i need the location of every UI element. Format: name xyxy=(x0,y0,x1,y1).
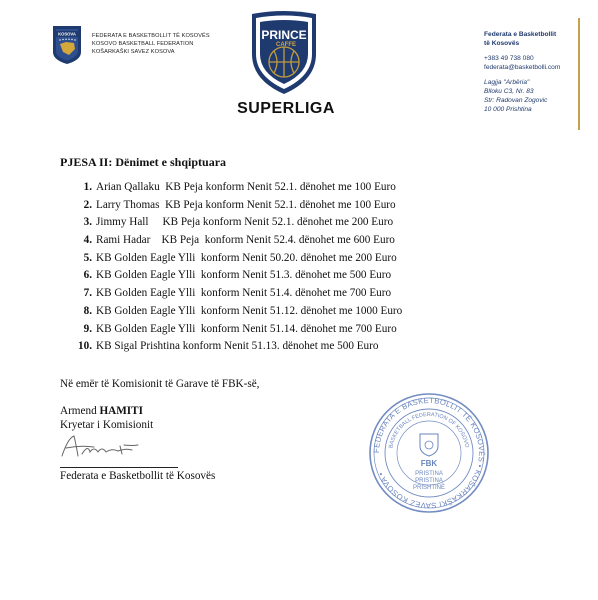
contact-phone: +383 49 738 080 xyxy=(484,55,534,62)
penalty-text: KB Sigal Prishtina konform Nenit 51.13. dënohet me 500 Euro xyxy=(96,340,379,353)
penalty-text: Arian Qallaku KB Peja konform Nenit 52.1. dënohet me 100 Euro xyxy=(96,181,396,193)
contact-address-3: Str: Radovan Zogovic xyxy=(484,97,548,104)
penalty-text: Larry Thomas KB Peja konform Nenit 52.1. dënohet me 100 Euro xyxy=(96,198,396,211)
section-title: PJESA II: Dënimet e shqiptuara xyxy=(60,155,227,169)
penalty-text: Rami Hadar KB Peja konform Nenit 52.4. dënohet me 600 Euro xyxy=(96,234,395,247)
header-divider xyxy=(578,18,580,130)
penalty-item xyxy=(68,214,402,232)
penalty-number: 8. xyxy=(83,304,92,317)
penalty-item xyxy=(68,250,402,268)
penalty-text: KB Golden Eagle Ylli konform Nenit 50.20. dënohet me 200 Euro xyxy=(96,251,397,264)
penalty-number: 3. xyxy=(83,216,92,229)
stamp-abbr: FBK xyxy=(420,459,438,468)
penalty-number: 5. xyxy=(83,251,92,264)
signature-line xyxy=(60,467,178,468)
penalty-text: Jimmy Hall KB Peja konform Nenit 52.1. dënohet me 200 Euro xyxy=(96,216,394,229)
federation-name-sr: KOŠARKAŠKI SAVEZ KOSOVA xyxy=(92,49,175,55)
penalty-number: 1. xyxy=(83,181,92,193)
contact-block xyxy=(484,30,560,114)
penalty-number: 2. xyxy=(83,198,92,211)
penalty-text: KB Golden Eagle Ylli konform Nenit 51.3. dënohet me 500 Euro xyxy=(96,269,392,282)
official-stamp xyxy=(368,392,490,514)
handwritten-signature xyxy=(60,432,180,460)
penalty-item xyxy=(68,197,402,215)
federation-name-footer: Federata e Basketbollit të Kosovës xyxy=(60,470,216,482)
league-name: SUPERLIGA xyxy=(237,100,335,117)
contact-org-line2: të Kosovës xyxy=(484,40,520,47)
signer-block xyxy=(60,404,153,432)
penalty-text: KB Golden Eagle Ylli konform Nenit 51.4. dënohet me 700 Euro xyxy=(96,287,392,300)
signer-title: Kryetar i Komisionit xyxy=(60,419,154,431)
contact-address-4: 10 000 Prishtina xyxy=(484,106,532,113)
stamp-city-2: PRISTINA xyxy=(415,478,443,484)
federation-logo xyxy=(52,25,82,65)
penalty-item xyxy=(68,232,402,250)
federation-name-en: KOSOVO BASKETBALL FEDERATION xyxy=(92,41,194,47)
stamp-city-3: PRISHTINË xyxy=(412,485,446,491)
closing-line: Në emër të Komisionit të Garave të FBK-së, xyxy=(60,378,260,390)
league-logo-line2: CAFFE xyxy=(276,42,296,48)
signer-name xyxy=(60,404,153,418)
signer-last-name: HAMITI xyxy=(99,405,143,417)
signer-first-name: Armend xyxy=(60,405,100,417)
penalty-number: 9. xyxy=(83,322,92,335)
stamp-outer-text: FEDERATA E BASKETBOLLIT TË KOSOVËS • KOŠARKAŠKI SAVEZ KOSOVA • xyxy=(371,395,487,511)
penalty-number: 10. xyxy=(78,340,92,353)
federation-name-sq: FEDERATA E BASKETBOLLIT TË KOSOVËS xyxy=(92,33,210,39)
penalty-item xyxy=(68,338,402,356)
penalty-number: 7. xyxy=(83,287,92,300)
league-logo-line1: PRINCE xyxy=(261,28,307,42)
penalty-list xyxy=(68,179,402,356)
league-logo xyxy=(248,10,320,96)
contact-org-line1: Federata e Basketbollit xyxy=(484,31,557,38)
penalty-item xyxy=(68,285,402,303)
contact-email: federata@basketbolli.com xyxy=(484,64,561,71)
penalty-text: KB Golden Eagle Ylli konform Nenit 51.14. dënohet me 700 Euro xyxy=(96,322,397,335)
penalty-number: 4. xyxy=(83,234,92,247)
stamp-city-1: PRISTINA xyxy=(415,471,443,477)
penalty-number: 6. xyxy=(83,269,92,282)
penalty-item xyxy=(68,267,402,285)
federation-name-block xyxy=(92,32,210,56)
logo-label: KOSOVA xyxy=(58,31,76,37)
contact-address-2: Blloku C3, Nr. 83 xyxy=(484,88,534,95)
penalty-text: KB Golden Eagle Ylli konform Nenit 51.12. dënohet me 1000 Euro xyxy=(96,304,403,317)
penalty-item xyxy=(68,179,402,197)
contact-address-1: Lagjja "Arbëria" xyxy=(484,79,530,86)
stamp-inner-text: BASKETBALL FEDERATION OF KOSOVO xyxy=(388,411,470,449)
penalty-item xyxy=(68,321,402,339)
penalty-item xyxy=(68,303,402,321)
svg-text:BASKETBALL FEDERATION OF KOSOV xyxy=(388,412,469,449)
